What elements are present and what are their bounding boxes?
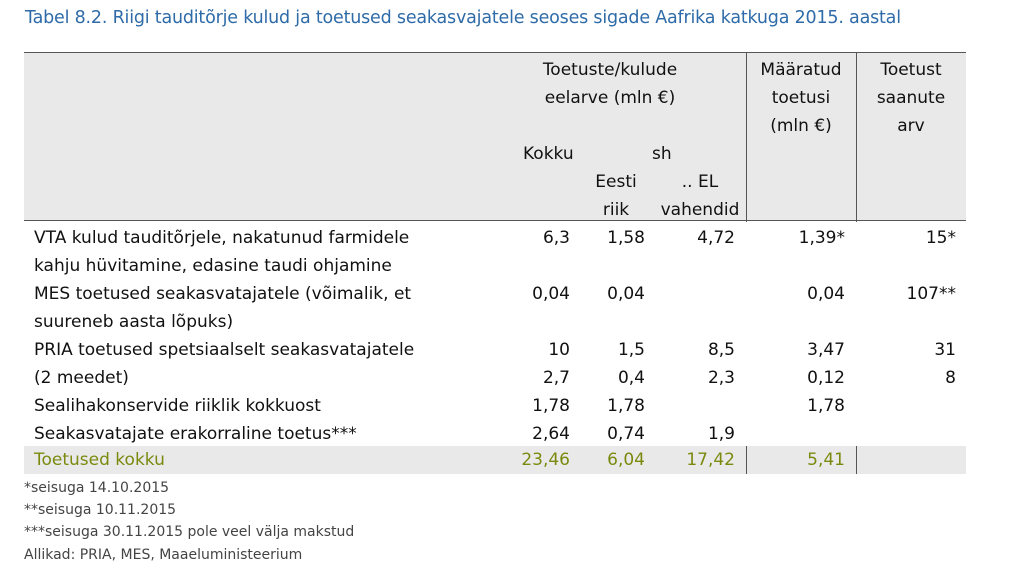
cell-recipients: 107**	[906, 284, 956, 304]
row-label: VTA kulud tauditõrjele, nakatunud farmidele	[34, 228, 410, 248]
cell-total: 6,3	[542, 228, 570, 248]
cell-estonia: 0,74	[607, 424, 645, 444]
header-eu-line: vahendid	[660, 200, 740, 220]
row-label: Seakasvatajate erakorraline toetus***	[34, 424, 357, 444]
header-recipients-line: Toetust	[880, 60, 942, 80]
header-total: Kokku	[523, 144, 574, 164]
header-recipients	[856, 56, 966, 140]
cell-total: 2,7	[542, 368, 570, 388]
table-title: Tabel 8.2. Riigi tauditõrje kulud ja toetused seakasvajatele seoses sigade Aafrika katkuga 2015. aastal	[25, 8, 901, 28]
header-sh: sh	[652, 144, 672, 164]
header-estonia-line: Eesti	[595, 172, 637, 192]
cell-assigned: 0,12	[807, 368, 845, 388]
header-assigned	[746, 56, 856, 140]
header-eu	[654, 168, 746, 224]
cell-recipients: 31	[934, 340, 956, 360]
column-divider	[856, 446, 857, 474]
header-eu-line: .. EL	[681, 172, 719, 192]
cell-assigned: 1,78	[807, 396, 845, 416]
cell-eu: 2,3	[707, 368, 735, 388]
cell-total: 0,04	[532, 284, 570, 304]
header-top-rule	[24, 52, 966, 53]
totals-label: Toetused kokku	[34, 450, 165, 470]
header-budget	[490, 56, 730, 112]
header-assigned-line: toetusi	[771, 88, 831, 108]
cell-assigned: 0,04	[807, 284, 845, 304]
footnote: **seisuga 10.11.2015	[24, 502, 177, 518]
cell-estonia: 1,5	[617, 340, 645, 360]
cell-assigned: 1,39*	[798, 228, 845, 248]
cell-recipients: 8	[945, 368, 956, 388]
row-label: kahju hüvitamine, edasine taudi ohjamine	[34, 256, 392, 276]
cell-total: 1,78	[532, 396, 570, 416]
cell-total: 10	[548, 340, 570, 360]
header-estonia-line: riik	[602, 200, 630, 220]
cell-estonia: 0,4	[617, 368, 645, 388]
cell-assigned: 3,47	[807, 340, 845, 360]
cell-total: 2,64	[532, 424, 570, 444]
cell-recipients: 15*	[925, 228, 956, 248]
cell-estonia: 1,58	[607, 228, 645, 248]
totals-assigned: 5,41	[807, 450, 845, 470]
header-budget-line: eelarve (mln €)	[544, 88, 676, 108]
totals-total: 23,46	[521, 450, 570, 470]
header-budget-line: Toetuste/kulude	[542, 60, 678, 80]
row-label: (2 meedet)	[34, 368, 129, 388]
footnote: *seisuga 14.10.2015	[24, 480, 170, 496]
row-label: MES toetused seakasvatajatele (võimalik, et	[34, 284, 412, 304]
totals-estonia: 6,04	[607, 450, 645, 470]
cell-estonia: 1,78	[607, 396, 645, 416]
row-label: PRIA toetused spetsiaalselt seakasvatajatele	[34, 340, 415, 360]
header-recipients-line: arv	[897, 116, 925, 136]
header-assigned-line: Määratud	[760, 60, 842, 80]
source-note: Allikad: PRIA, MES, Maaeluministeerium	[24, 547, 303, 563]
row-label: Sealihakonservide riiklik kokkuost	[34, 396, 321, 416]
row-label: suureneb aasta lõpuks)	[34, 312, 234, 332]
cell-eu: 1,9	[707, 424, 735, 444]
cell-eu: 4,72	[697, 228, 735, 248]
header-bottom-rule	[24, 220, 966, 221]
header-assigned-line: (mln €)	[770, 116, 832, 136]
header-recipients-line: saanute	[876, 88, 946, 108]
totals-eu: 17,42	[686, 450, 735, 470]
cell-eu: 8,5	[707, 340, 735, 360]
cell-estonia: 0,04	[607, 284, 645, 304]
footnote: ***seisuga 30.11.2015 pole veel välja makstud	[24, 524, 355, 540]
header-estonia	[585, 168, 647, 224]
